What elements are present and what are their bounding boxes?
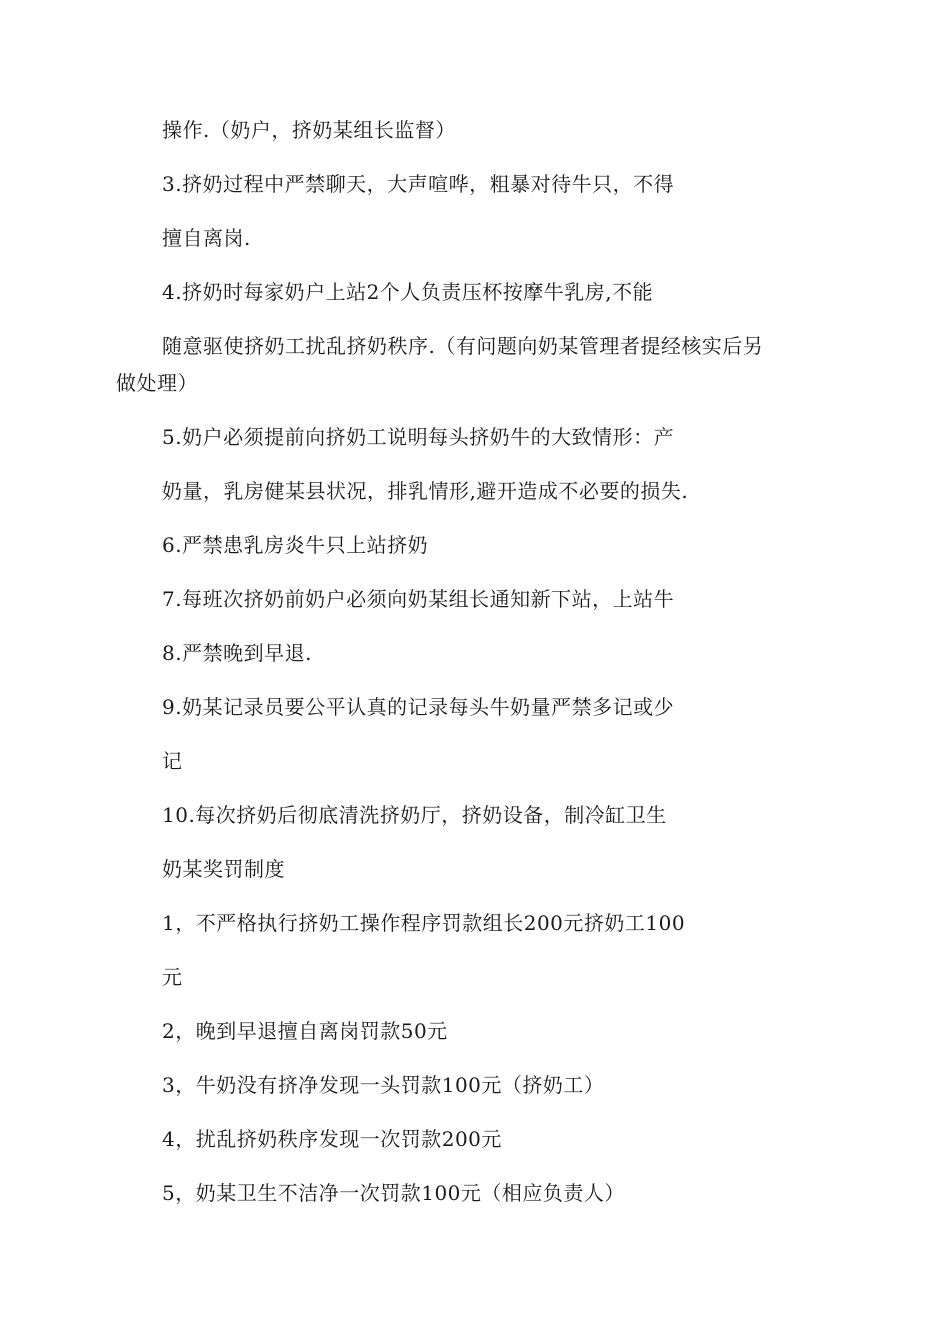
- text-line: 3.挤奶过程中严禁聊天，大声喧哗，粗暴对待牛只，不得: [162, 172, 675, 196]
- text-line: 10.每次挤奶后彻底清洗挤奶厅，挤奶设备，制冷缸卫生: [162, 803, 667, 827]
- text-line: 奶量，乳房健某县状况，排乳情形,避开造成不必要的损失.: [162, 479, 689, 503]
- text-line: 5，奶某卫生不洁净一次罚款100元（相应负责人）: [162, 1181, 625, 1205]
- text-line: 做处理）: [116, 371, 198, 395]
- text-line: 操作.（奶户，挤奶某组长监督）: [162, 118, 456, 142]
- text-line: 1，不严格执行挤奶工操作程序罚款组长200元挤奶工100: [162, 911, 686, 935]
- text-line: 4.挤奶时每家奶户上站2个人负责压杯按摩牛乳房,不能: [162, 280, 654, 304]
- text-line: 3，牛奶没有挤净发现一头罚款100元（挤奶工）: [162, 1073, 605, 1097]
- text-line: 2，晚到早退擅自离岗罚款50元: [162, 1019, 448, 1043]
- text-line: 7.每班次挤奶前奶户必须向奶某组长通知新下站，上站牛: [162, 587, 675, 611]
- text-line: 6.严禁患乳房炎牛只上站挤奶: [162, 533, 429, 557]
- text-line: 元: [162, 965, 183, 989]
- text-line: 记: [162, 749, 183, 773]
- section-heading: 奶某奖罚制度: [162, 857, 285, 881]
- text-line: 9.奶某记录员要公平认真的记录每头牛奶量严禁多记或少: [162, 695, 675, 719]
- text-line: 8.严禁晚到早退.: [162, 641, 312, 665]
- text-line: 擅自离岗.: [162, 226, 251, 250]
- text-line: 5.奶户必须提前向挤奶工说明每头挤奶牛的大致情形：产: [162, 425, 675, 449]
- text-line: 随意驱使挤奶工扰乱挤奶秩序.（有问题向奶某管理者提经核实后另: [162, 334, 764, 358]
- text-line: 4，扰乱挤奶秩序发现一次罚款200元: [162, 1127, 502, 1151]
